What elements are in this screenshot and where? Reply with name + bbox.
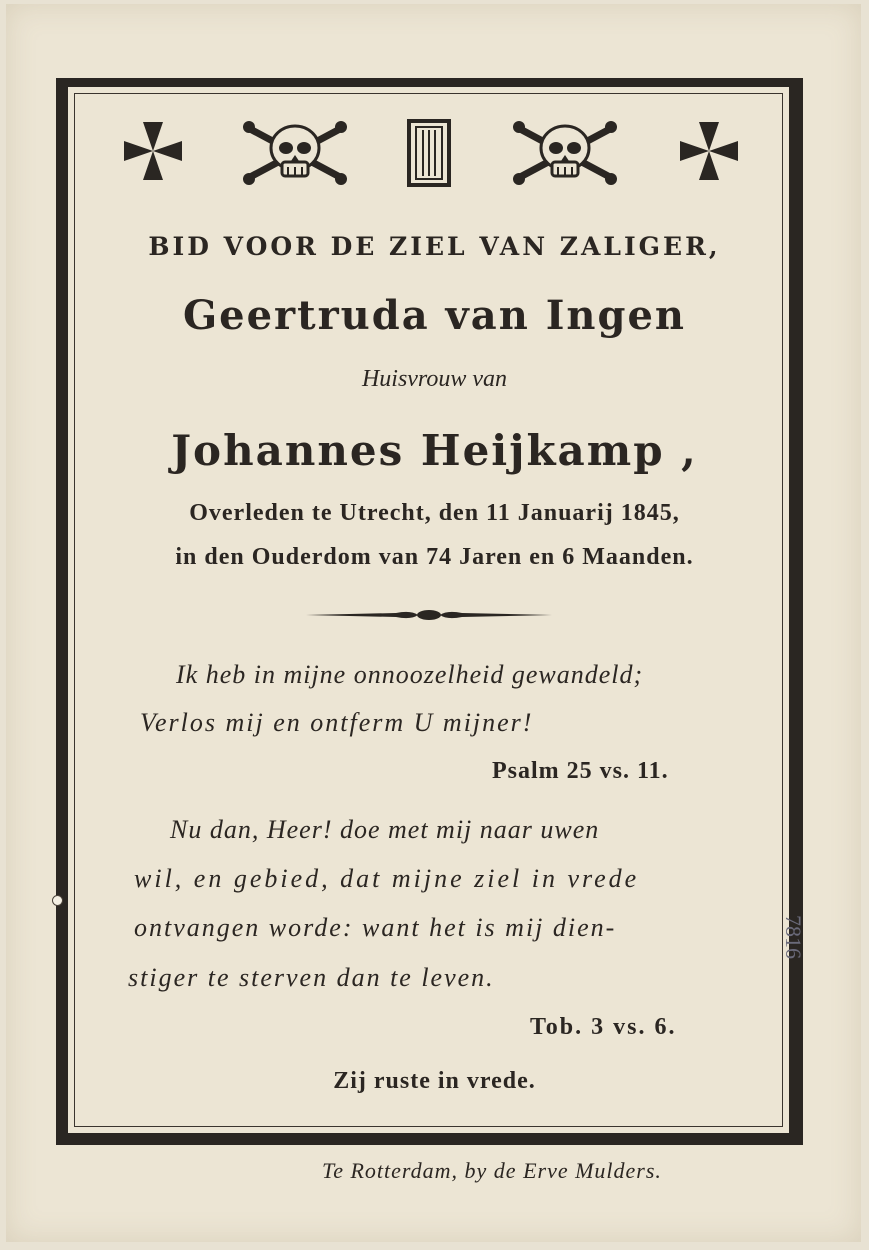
pencil-margin-note: 7816 [781, 915, 806, 959]
verse2-line4: stiger te sterven dan te leven. [128, 963, 495, 992]
printer-line: Te Rotterdam, by de Erve Mulders. [322, 1158, 662, 1183]
skull-crossbones-icon [240, 118, 350, 188]
cross-pattee-icon [120, 118, 186, 184]
death-line: Overleden te Utrecht, den 11 Januarij 1845, [189, 500, 680, 526]
heading: BID VOOR DE ZIEL VAN ZALIGER, [148, 232, 721, 261]
deceased-name: Geertruda van Ingen [182, 292, 687, 339]
verse2-line2: wil, en gebied, dat mijne ziel in vrede [134, 864, 640, 893]
verse1-reference: Psalm 25 vs. 11. [492, 758, 669, 784]
ornamental-divider [306, 608, 552, 622]
skull-crossbones-icon [510, 118, 620, 188]
verse2-line1: Nu dan, Heer! doe met mij naar uwen [170, 815, 600, 844]
verse2-line3: ontvangen worde: want het is mij dien- [134, 913, 617, 942]
verse2-reference: Tob. 3 vs. 6. [530, 1014, 677, 1040]
verse1-line1: Ik heb in mijne onnoozelheid gewandeld; [176, 660, 644, 689]
relation-line: Huisvrouw van [361, 366, 508, 392]
coffin-icon [406, 118, 452, 188]
closing-line: Zij ruste in vrede. [333, 1068, 536, 1094]
pin-hole [52, 895, 63, 906]
verse1-line2: Verlos mij en ontferm U mijner! [140, 708, 534, 737]
cross-pattee-icon [676, 118, 742, 184]
age-line: in den Ouderdom van 74 Jaren en 6 Maanden. [175, 544, 694, 570]
ornament-row [120, 118, 745, 190]
spouse-name: Johannes Heijkamp , [171, 426, 698, 475]
